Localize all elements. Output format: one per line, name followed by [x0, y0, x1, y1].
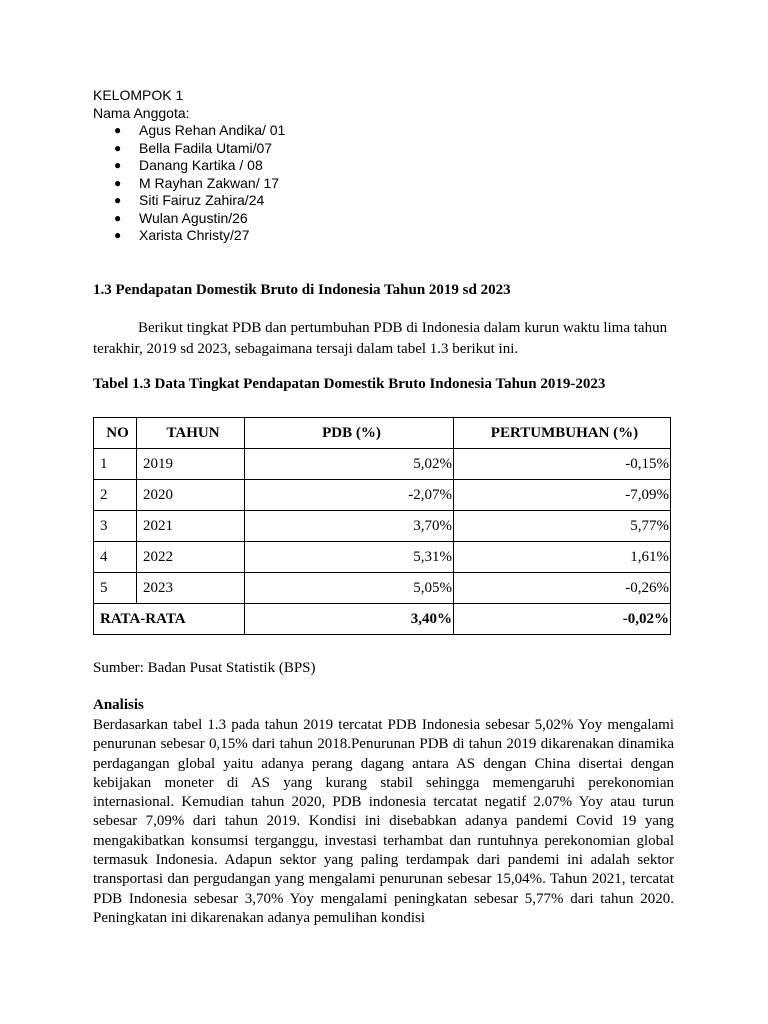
- members-label: Nama Anggota:: [93, 104, 190, 121]
- group-title: KELOMPOK 1: [93, 87, 184, 103]
- cell-no: 1: [94, 449, 137, 480]
- bullet-icon: ●: [114, 140, 122, 155]
- cell-growth: -0,15%: [454, 449, 671, 480]
- member-item: ● M Rayhan Zakwan/ 17: [114, 174, 280, 191]
- table-row: [94, 573, 671, 604]
- header-no: NO: [94, 418, 137, 449]
- cell-pdb: 5,31%: [245, 542, 454, 573]
- table-row: [94, 480, 671, 511]
- source-note: Sumber: Badan Pusat Statistik (BPS): [93, 660, 316, 676]
- member-item: ● Danang Kartika / 08: [114, 157, 263, 173]
- total-pdb: 3,40%: [245, 604, 454, 635]
- bullet-icon: ●: [114, 175, 122, 190]
- header-growth: PERTUMBUHAN (%): [454, 418, 671, 449]
- table-row: [94, 511, 671, 542]
- bullet-icon: ●: [114, 228, 122, 242]
- cell-no: 2: [94, 480, 137, 511]
- cell-growth: -0,26%: [454, 573, 671, 604]
- total-label: RATA-RATA: [94, 604, 245, 635]
- analysis-heading: Analisis: [93, 697, 144, 713]
- cell-year: 2019: [137, 449, 245, 480]
- cell-pdb: 3,70%: [245, 511, 454, 542]
- header-pdb: PDB (%): [245, 418, 454, 449]
- pdb-table: [93, 417, 671, 635]
- cell-no: 4: [94, 542, 137, 573]
- cell-pdb: -2,07%: [245, 480, 454, 511]
- cell-no: 3: [94, 511, 137, 542]
- cell-no: 5: [94, 573, 137, 604]
- table-total-row: [94, 604, 671, 635]
- cell-growth: 5,77%: [454, 511, 671, 542]
- cell-growth: -7,09%: [454, 480, 671, 511]
- cell-growth: 1,61%: [454, 542, 671, 573]
- table-row: [94, 542, 671, 573]
- bullet-icon: ●: [114, 193, 122, 207]
- analysis-paragraph: Berdasarkan tabel 1.3 pada tahun 2019 tercatat PDB Indonesia sebesar 5,02% Yoy mengalami penurunan sebesar 0,15% dari tahun 2018.Penurunan PDB di tahun 2019 dikarenakan dinamika perdagangan global yaitu adanya perang dagang antara AS dengan China disertai dengan kebijakan moneter di AS yang kurang stabil sehingga memengaruhi perekonomian internasional. Kemudian tahun 2020, PDB indonesia tercatat negatif 2.07% Yoy atau turun sebesar 7,09% dari tahun 2019. Kondisi ini disebabkan adanya pandemi Covid 19 yang mengakibatkan konsumsi terganggu, investasi terhambat dan runtuhnya perekonomian global termasuk Indonesia. Adapun sektor yang paling terdampak dari pandemi ini adalah sektor transportasi dan pergudangan yang mengalami penurunan sebesar 15,04%. Tahun 2021, tercatat PDB Indonesia sebesar 3,70% Yoy mengalami peningkatan sebesar 5,77% dari tahun 2020. Peningkatan ini dikarenakan adanya pemulihan kondisi: [93, 717, 674, 926]
- header-year: TAHUN: [137, 418, 245, 449]
- member-list: [93, 122, 285, 245]
- member-item: ● Xarista Christy/27: [114, 227, 250, 243]
- bullet-icon: ●: [114, 210, 122, 225]
- intro-paragraph: Berikut tingkat PDB dan pertumbuhan PDB di Indonesia dalam kurun waktu lima tahun terakhir, 2019 sd 2023, sebagaimana tersaji dalam tabel 1.3 berikut ini.: [93, 320, 668, 357]
- section-title: 1.3 Pendapatan Domestik Bruto di Indonesia Tahun 2019 sd 2023: [93, 282, 511, 298]
- table-row: [94, 449, 671, 480]
- member-item: ● Bella Fadila Utami/07: [114, 139, 273, 156]
- cell-year: 2022: [137, 542, 245, 573]
- table-header-row: [94, 418, 671, 449]
- cell-year: 2021: [137, 511, 245, 542]
- total-growth: -0,02%: [454, 604, 671, 635]
- cell-year: 2020: [137, 480, 245, 511]
- table-title: Tabel 1.3 Data Tingkat Pendapatan Domestik Bruto Indonesia Tahun 2019-2023: [93, 376, 606, 392]
- member-item: ● Siti Fairuz Zahira/24: [114, 192, 265, 208]
- cell-pdb: 5,02%: [245, 449, 454, 480]
- cell-pdb: 5,05%: [245, 573, 454, 604]
- cell-year: 2023: [137, 573, 245, 604]
- bullet-icon: ●: [114, 123, 122, 137]
- member-item: ● Agus Rehan Andika/ 01: [114, 122, 286, 138]
- member-item: ● Wulan Agustin/26: [114, 209, 248, 226]
- group-header: [93, 87, 285, 245]
- bullet-icon: ●: [114, 158, 122, 172]
